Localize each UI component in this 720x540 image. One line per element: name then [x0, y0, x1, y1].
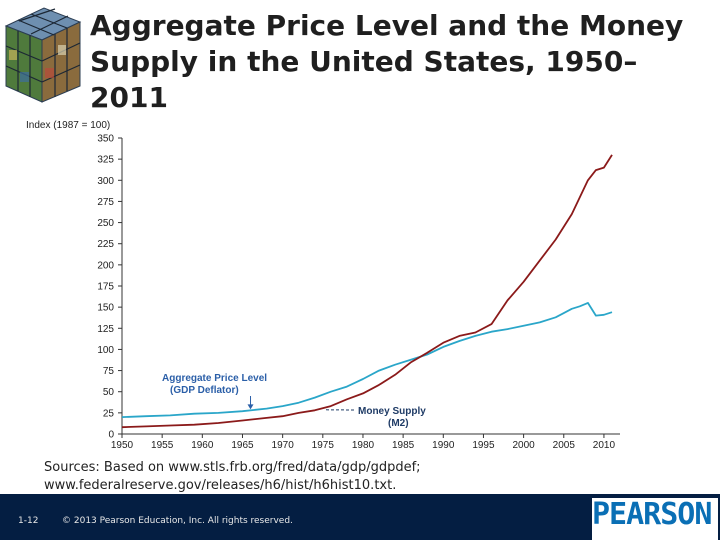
rubiks-cube-logo [0, 0, 82, 108]
x-tick-label: 1960 [191, 440, 214, 451]
x-tick-label: 1995 [472, 440, 495, 451]
y-tick-label: 275 [97, 196, 114, 208]
source-note [44, 459, 604, 495]
line-chart [22, 116, 622, 456]
y-tick-label: 150 [97, 302, 114, 314]
y-tick-label: 125 [97, 323, 114, 335]
y-tick-label: 325 [97, 154, 114, 166]
series-line-price-level [122, 303, 612, 417]
y-axis-label: Index (1987 = 100) [26, 120, 111, 131]
x-tick-label: 2005 [552, 440, 575, 451]
y-tick-label: 250 [97, 218, 114, 230]
x-tick-label: 1970 [271, 440, 294, 451]
x-tick-label: 1955 [151, 440, 174, 451]
price-level-label: Aggregate Price Level [162, 373, 268, 384]
x-tick-label: 1965 [231, 440, 254, 451]
money-supply-label: Money Supply [358, 406, 426, 417]
x-tick-label: 1990 [432, 440, 455, 451]
x-tick-label: 1985 [392, 440, 415, 451]
x-tick-label: 2000 [512, 440, 535, 451]
source-line-2: www.federalreserve.gov/releases/h6/hist/h6hist10.txt. [44, 478, 397, 493]
y-tick-label: 350 [97, 133, 114, 145]
price-level-arrowhead [248, 404, 254, 409]
y-tick-label: 50 [102, 387, 114, 399]
money-supply-sublabel: (M2) [388, 418, 409, 429]
copyright-notice: © 2013 Pearson Education, Inc. All rights reserved. [62, 516, 293, 526]
source-line-1: Sources: Based on www.stls.frb.org/fred/data/gdp/gdpdef; [44, 460, 421, 475]
y-tick-label: 225 [97, 239, 114, 251]
chart-container [22, 116, 622, 456]
y-tick-label: 300 [97, 175, 114, 187]
y-tick-label: 100 [97, 344, 114, 356]
y-tick-label: 0 [108, 429, 114, 441]
x-tick-label: 1950 [110, 440, 134, 451]
y-tick-label: 75 [102, 366, 114, 378]
price-level-sublabel: (GDP Deflator) [170, 385, 239, 396]
x-tick-label: 1975 [311, 440, 334, 451]
x-tick-label: 1980 [351, 440, 375, 451]
y-tick-label: 200 [97, 260, 114, 272]
slide-number: 1-12 [18, 516, 39, 526]
slide-title: Aggregate Price Level and the Money Supply in the United States, 1950–2011 [90, 9, 684, 114]
pearson-wordmark: PEARSON [592, 497, 712, 532]
y-tick-label: 25 [102, 408, 114, 420]
y-tick-label: 175 [97, 281, 114, 293]
x-tick-label: 2010 [592, 440, 616, 451]
